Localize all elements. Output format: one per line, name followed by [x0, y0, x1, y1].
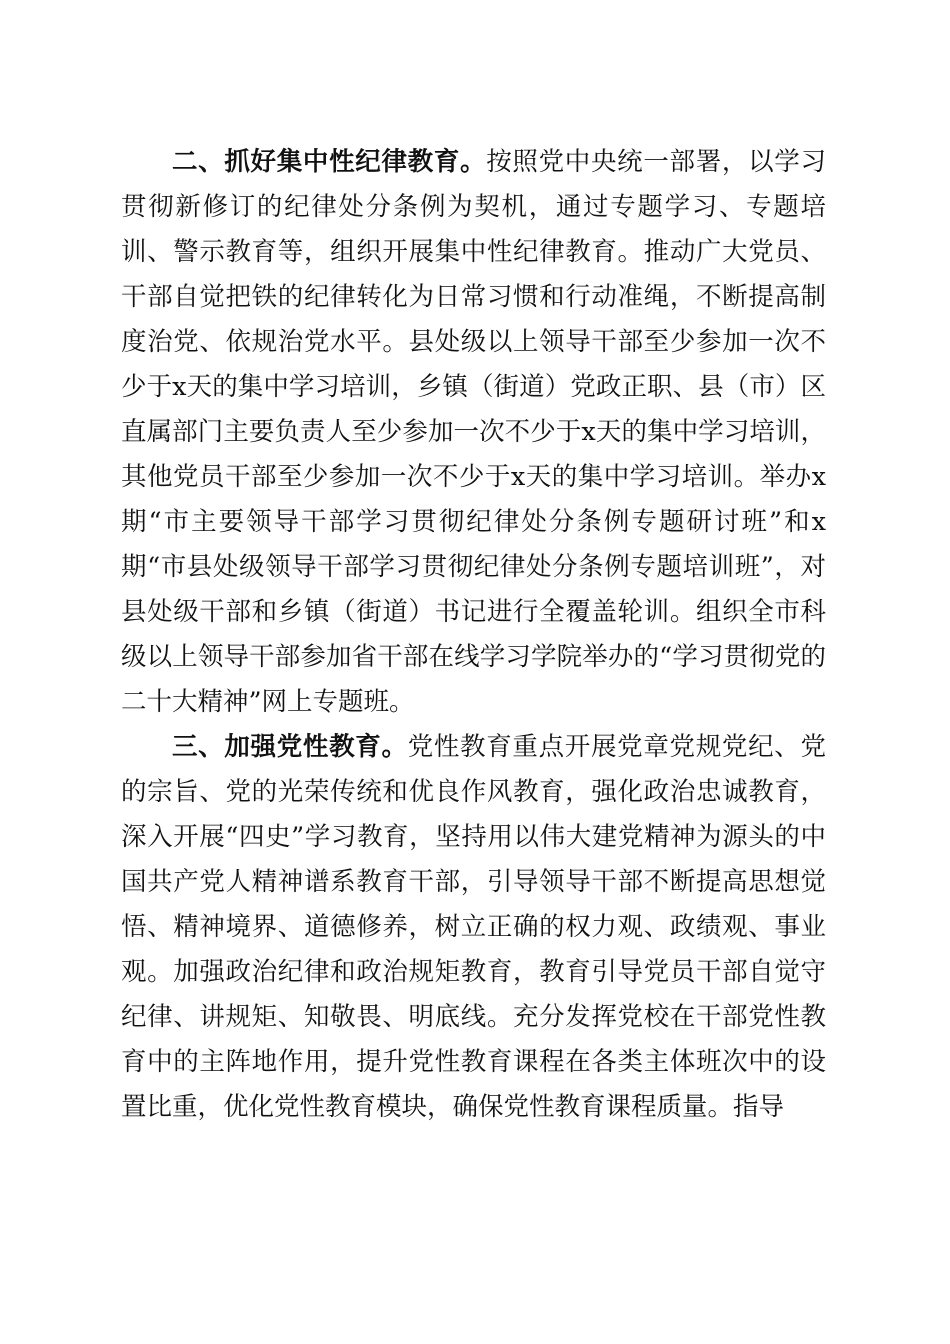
paragraph-body: 党性教育重点开展党章党规党纪、党的宗旨、党的光荣传统和优良作风教育，强化政治忠诚教育，深入开展“四史”学习教育，坚持用以伟大建党精神为源头的中国共产党人精神谱系教育干部，引导领导干部不断提高思想觉悟、精神境界、道德修养，树立正确的权力观、政绩观、事业观。加强政治纪律和政治规矩教育，教育引导党员干部自觉守纪律、讲规矩、知敬畏、明底线。充分发挥党校在干部党性教育中的主阵地作用，提升党性教育课程在各类主体班次中的设置比重，优化党性教育模块，确保党性教育课程质量。指导: [121, 732, 826, 1122]
document-body: [121, 140, 826, 1130]
paragraph-heading: 二、抓好集中性纪律教育。: [172, 147, 487, 177]
paragraph-discipline-education: [121, 140, 826, 725]
paragraph-body: 按照党中央统一部署，以学习贯彻新修订的纪律处分条例为契机，通过专题学习、专题培训、警示教育等，组织开展集中性纪律教育。推动广大党员、干部自觉把铁的纪律转化为日常习惯和行动准绳，不断提高制度治党、依规治党水平。县处级以上领导干部至少参加一次不少于x天的集中学习培训，乡镇（街道）党政正职、县（市）区直属部门主要负责人至少参加一次不少于x天的集中学习培训，其他党员干部至少参加一次不少于x天的集中学习培训。举办x期“市主要领导干部学习贯彻纪律处分条例专题研讨班”和x期“市县处级领导干部学习贯彻纪律处分条例专题培训班”，对县处级干部和乡镇（街道）书记进行全覆盖轮训。组织全市科级以上领导干部参加省干部在线学习学院举办的“学习贯彻党的二十大精神”网上专题班。: [121, 147, 826, 717]
paragraph-party-spirit-education: [121, 725, 826, 1130]
paragraph-heading: 三、加强党性教育。: [172, 732, 408, 762]
